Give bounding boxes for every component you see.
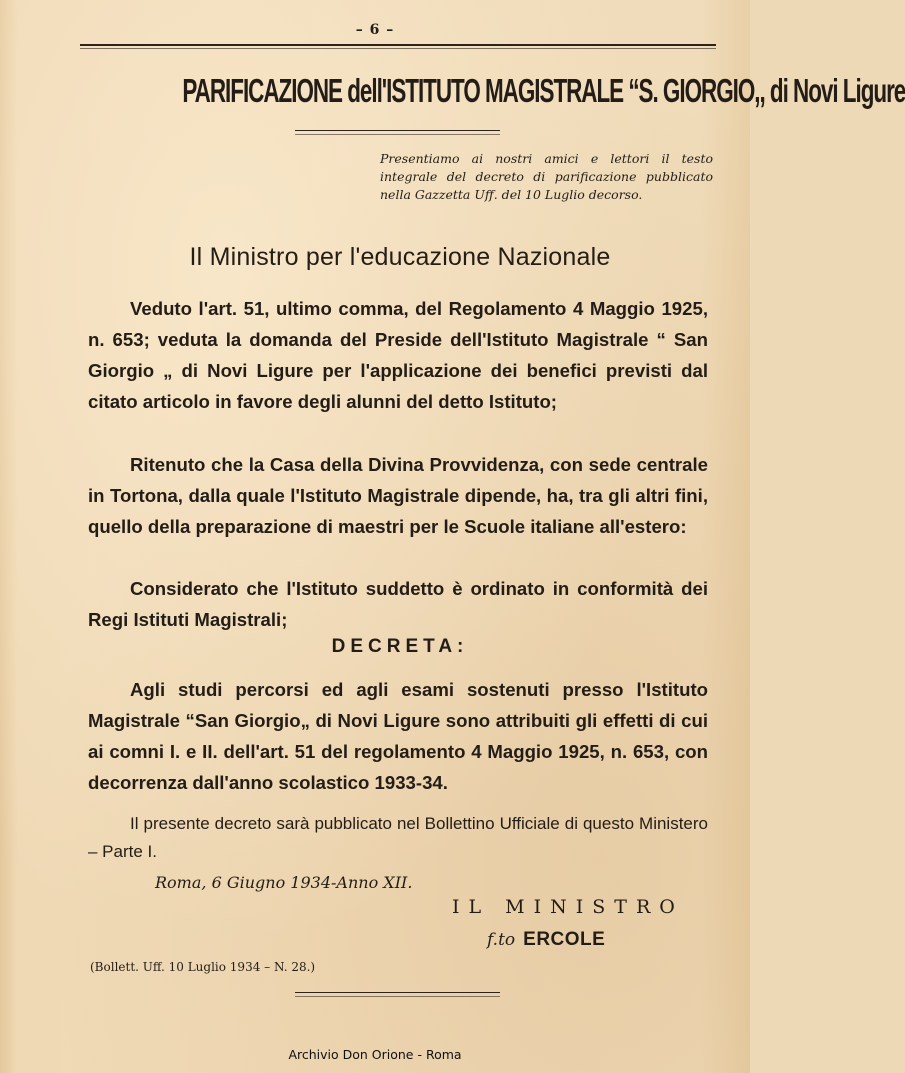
paragraph-text: Agli studi percorsi ed agli esami sostenuti presso l'Istituto Magistrale “San Giorgio„ di Novi Ligure sono attribuiti gli effetti di cui ai comni I. e II. dell'art. 51 del regolamento 4 Maggio 1925, n. 653, con decorrenza dall'anno scolastico 1933-34. <box>88 679 708 793</box>
footer-rule-thin <box>295 996 500 997</box>
article-headline: PARIFICAZIONE dell'ISTITUTO MAGISTRALE “S. GIORGIO,, di Novi Ligure <box>182 72 905 109</box>
headline-underline-thin <box>295 134 500 135</box>
paragraph-ritenuto <box>88 449 708 542</box>
dateline: Roma, 6 Giugno 1934-Anno XII. <box>155 873 413 892</box>
header-rule <box>80 44 716 46</box>
signature-title: IL MINISTRO <box>452 896 684 918</box>
paragraph-presente <box>88 810 708 866</box>
intro-note: Presentiamo ai nostri amici e lettori il testo integrale del decreto di parificazione pubblicato nella Gazzetta Uff. del 10 Luglio decorso. <box>380 151 713 202</box>
minister-title: Il Ministro per l'educazione Nazionale <box>189 243 611 271</box>
bollettino-reference: (Bollett. Uff. 10 Luglio 1934 – N. 28.) <box>90 960 316 974</box>
archive-label: Archivio Don Orione - Roma <box>288 1047 462 1062</box>
page-number: – 6 – <box>355 22 395 38</box>
signature-name: ERCOLE <box>523 929 606 950</box>
paragraph-text: Veduto l'art. 51, ultimo comma, del Regolamento 4 Maggio 1925, n. 653; veduta la domanda del Preside dell'Istituto Magistrale “ San Giorgio „ di Novi Ligure per l'applicazione dei benefici previsti dal citato articolo in favore degli alunni del detto Istituto; <box>88 298 708 412</box>
paragraph-agli-studi <box>88 674 708 798</box>
paragraph-text: Ritenuto che la Casa della Divina Provvidenza, con sede centrale in Tortona, dalla quale l'Istituto Magistrale dipende, ha, tra gli altri fini, quello della preparazione di maestri per le Scuole italiane all'estero: <box>88 454 708 537</box>
paragraph-considerato <box>88 573 708 635</box>
paragraph-text: Il presente decreto sarà pubblicato nel Bollettino Ufficiale di questo Ministero – Parte I. <box>88 814 708 861</box>
paragraph-text: Considerato che l'Istituto suddetto è ordinato in conformità dei Regi Istituti Magistrali; <box>88 578 708 630</box>
footer-rule <box>295 992 500 993</box>
paragraph-veduto <box>88 293 708 417</box>
decreta-heading: DECRETA: <box>331 636 469 657</box>
header-rule-thin <box>80 48 716 49</box>
headline-underline <box>295 130 500 131</box>
signature-fto: f.to <box>487 930 516 950</box>
signature-block <box>487 928 605 951</box>
